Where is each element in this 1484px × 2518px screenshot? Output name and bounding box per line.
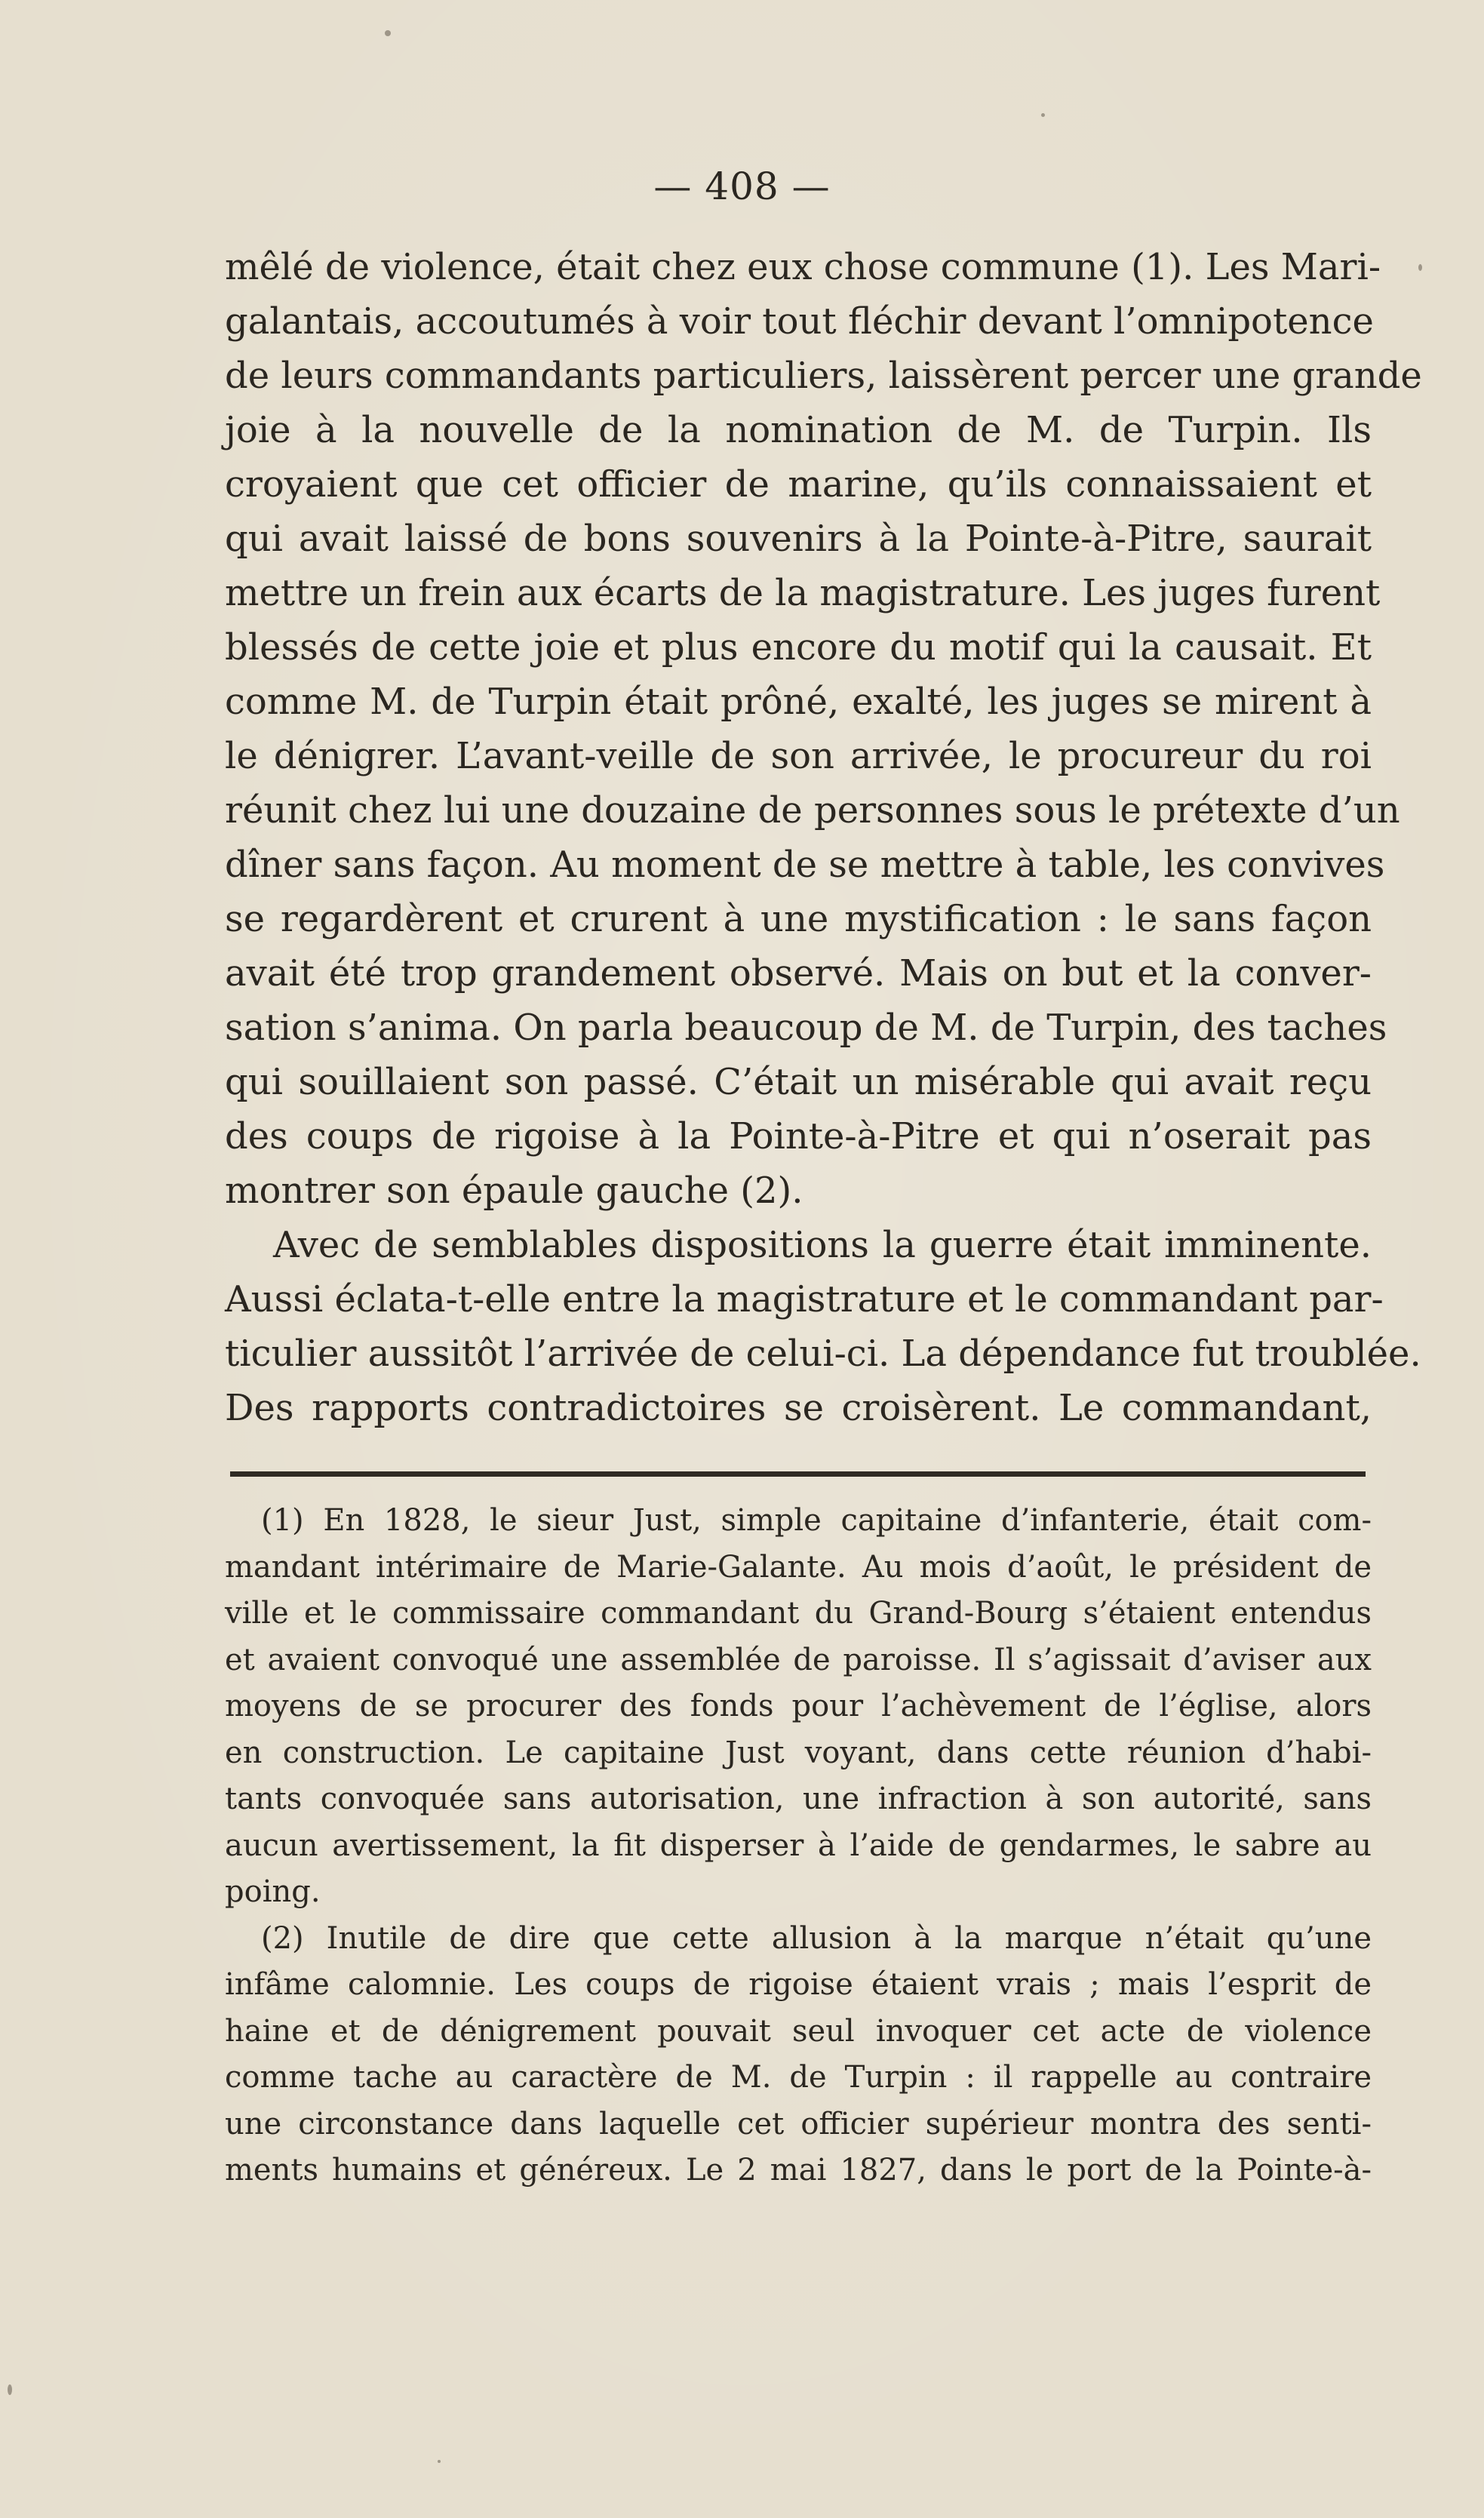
text-line: mettre un frein aux écarts de la magistrature. Les juges furent xyxy=(225,572,1381,614)
paper-speck xyxy=(385,30,391,36)
footnote-line: une circonstance dans laquelle cet officier supérieur montra des senti- xyxy=(225,2106,1372,2141)
paper-speck xyxy=(1041,113,1045,117)
footnote-line: infâme calomnie. Les coups de rigoise étaient vrais ; mais l’esprit de xyxy=(225,1967,1372,2002)
text-line: des coups de rigoise à la Pointe-à-Pitre et qui n’oserait pas xyxy=(225,1115,1372,1158)
footnote-line: et avaient convoqué une assemblée de paroisse. Il s’agissait d’aviser aux xyxy=(225,1642,1372,1677)
text-line: le dénigrer. L’avant-veille de son arrivée, le procureur du roi xyxy=(225,735,1372,777)
footnote-separator xyxy=(230,1471,1366,1477)
text-line: galantais, accoutumés à voir tout fléchir devant l’omnipotence xyxy=(225,300,1374,343)
paper-speck xyxy=(1418,264,1422,271)
footnote-line: mandant intérimaire de Marie-Galante. Au mois d’août, le président de xyxy=(225,1549,1372,1585)
text-line: Des rapports contradictoires se croisèrent. Le commandant, xyxy=(225,1387,1372,1429)
text-line: mêlé de violence, était chez eux chose commune (1). Les Mari- xyxy=(225,246,1381,288)
footnote-line: moyens de se procurer des fonds pour l’achèvement de l’église, alors xyxy=(225,1689,1372,1723)
text-line: Aussi éclata-t-elle entre la magistrature et le commandant par- xyxy=(225,1278,1384,1320)
text-line: qui souillaient son passé. C’était un misérable qui avait reçu xyxy=(225,1061,1372,1103)
footnote-line: haine et de dénigrement pouvait seul invoquer cet acte de violence xyxy=(225,2013,1372,2049)
footnote-line: poing. xyxy=(225,1874,321,1909)
text-line: se regardèrent et crurent à une mystification : le sans façon xyxy=(225,898,1372,940)
text-line: comme M. de Turpin était prôné, exalté, les juges se mirent à xyxy=(225,681,1372,723)
text-line: qui avait laissé de bons souvenirs à la Pointe-à-Pitre, saurait xyxy=(225,518,1372,560)
text-line: réunit chez lui une douzaine de personnes sous le prétexte d’un xyxy=(225,789,1400,832)
text-line: sation s’anima. On parla beaucoup de M. de Turpin, des taches xyxy=(225,1007,1387,1049)
text-line: dîner sans façon. Au moment de se mettre à table, les convives xyxy=(225,844,1385,886)
footnotes xyxy=(225,1498,1372,2194)
footnote-line: aucun avertissement, la fit disperser à l’aide de gendarmes, le sabre au xyxy=(225,1828,1372,1863)
text-line: croyaient que cet officier de marine, qu’ils connaissaient et xyxy=(225,463,1372,506)
footnote-line: comme tache au caractère de M. de Turpin : il rappelle au contraire xyxy=(225,2060,1372,2095)
text-line: montrer son épaule gauche (2). xyxy=(225,1170,803,1212)
footnote-line: tants convoquée sans autorisation, une infraction à son autorité, sans xyxy=(225,1782,1372,1816)
text-line: Avec de semblables dispositions la guerre était imminente. xyxy=(273,1224,1372,1266)
text-line: joie à la nouvelle de la nomination de M. de Turpin. Ils xyxy=(225,409,1372,451)
text-line: blessés de cette joie et plus encore du motif qui la causait. Et xyxy=(225,626,1372,669)
footnote-line: ments humains et généreux. Le 2 mai 1827, dans le port de la Pointe-à- xyxy=(225,2153,1372,2187)
footnote-line: (1) En 1828, le sieur Just, simple capitaine d’infanterie, était com- xyxy=(261,1503,1372,1538)
main-text xyxy=(225,240,1422,1435)
text-line: avait été trop grandement observé. Mais on but et la conver- xyxy=(225,952,1372,995)
paper-speck xyxy=(438,2460,441,2463)
footnote-line: en construction. Le capitaine Just voyant, dans cette réunion d’habi- xyxy=(225,1735,1372,1770)
footnote-line: (2) Inutile de dire que cette allusion à la marque n’était qu’une xyxy=(261,1920,1372,1956)
paper-speck xyxy=(8,2384,12,2395)
text-line: ticulier aussitôt l’arrivée de celui-ci. La dépendance fut troublée. xyxy=(225,1333,1421,1375)
text-line: de leurs commandants particuliers, laissèrent percer une grande xyxy=(225,355,1422,397)
footnote-line: ville et le commissaire commandant du Grand-Bourg s’étaient entendus xyxy=(225,1596,1372,1631)
page-number: — 408 — xyxy=(653,164,831,208)
